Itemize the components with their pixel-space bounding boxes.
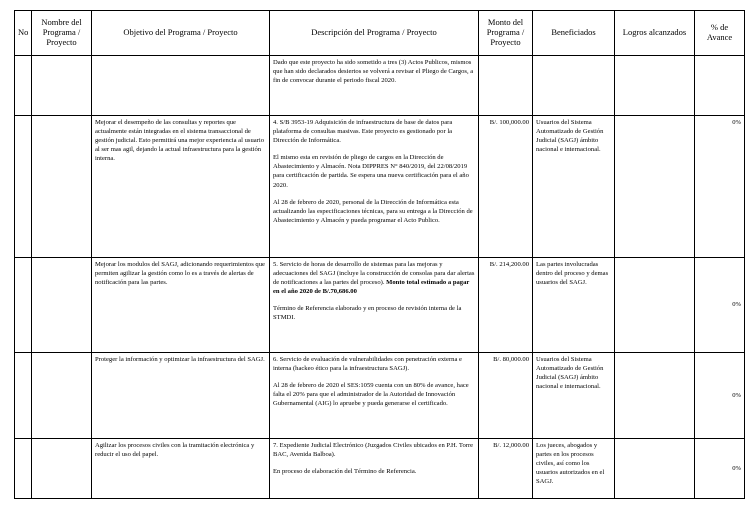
cell-logros [615, 116, 695, 258]
header-avance: % de Avance [695, 11, 745, 56]
cell-monto [479, 56, 533, 116]
cell-beneficiados: Los jueces, abogados y partes en los procesos civiles, así como los usuarios autorizados en el SAGJ. [533, 439, 615, 499]
cell-avance [695, 56, 745, 116]
cell-no [15, 258, 32, 353]
header-beneficiados: Beneficiados [533, 11, 615, 56]
cell-nombre [32, 258, 92, 353]
desc-paragraph: Al 28 de febrero de 2020 el SES:1059 cuenta con un 80% de avance, hace falta el 20% para que el administrador de la Autoridad de Innovación Gubernamental (AIG) lo apruebe y pueda generarse el certificado. [273, 382, 469, 408]
cell-monto: B/. 12,000.00 [479, 439, 533, 499]
cell-logros [615, 258, 695, 353]
desc-paragraph: 6. Servicio de evaluación de vulnerabilidades con penetración externa e interna (hackeo ético para la infraestructura SAGJ). [273, 356, 462, 373]
desc-paragraph: El mismo esta en revisión de pliego de cargos en la Dirección de Abastecimiento y Almacén. Nota DIPPRES N° 840/2019, del 22/08/2019 para certificación de partida. Se espera una nueva certificación para el año 2020. [273, 154, 469, 189]
cell-no [15, 353, 32, 439]
cell-nombre [32, 353, 92, 439]
cell-no [15, 56, 32, 116]
header-row [15, 11, 745, 56]
desc-paragraph: En proceso de elaboración del Término de Referencia. [273, 468, 417, 476]
table-row [15, 353, 745, 439]
cell-avance: 0% [695, 353, 745, 439]
cell-avance: 0% [695, 439, 745, 499]
cell-objetivo [92, 56, 270, 116]
desc-paragraph: Dado que este proyecto ha sido sometido a tres (3) Actos Publicos, mismos que han sido declarados desiertos se volverá a revisar el Pliego de Cargos, a fin de convocar durante el periodo fiscal 2020. [273, 59, 474, 85]
cell-logros [615, 439, 695, 499]
cell-beneficiados [533, 56, 615, 116]
desc-paragraph [273, 260, 475, 296]
cell-descripcion [270, 353, 479, 439]
desc-paragraph: 7. Expediente Judicial Electrónico (Juzgados Civiles ubicados en P.H. Torre BAC, Avenida Balboa). [273, 442, 474, 459]
cell-nombre [32, 116, 92, 258]
table-row [15, 258, 745, 353]
cell-avance: 0% [695, 116, 745, 258]
cell-nombre [32, 56, 92, 116]
cell-descripcion [270, 439, 479, 499]
cell-descripcion [270, 56, 479, 116]
cell-objetivo: Proteger la información y optimizar la infraestructura del SAGJ. [92, 353, 270, 439]
cell-monto: B/. 80,000.00 [479, 353, 533, 439]
table-row [15, 439, 745, 499]
desc-paragraph: Término de Referencia elaborado y en proceso de revisión interna de la STMDI. [273, 305, 462, 322]
cell-beneficiados: Las partes involucradas dentro del proceso y demas usuarios del SAGJ. [533, 258, 615, 353]
header-monto: Monto del Programa / Proyecto [479, 11, 533, 56]
cell-beneficiados: Usuarios del Sistema Automatizado de Gestión Judicial (SAGJ) ámbito nacional e internacional. [533, 353, 615, 439]
cell-avance: 0% [695, 258, 745, 353]
desc-total-amount: Monto total estimado a pagar en el año 2020 de B/.70,686.00 [273, 279, 470, 296]
cell-descripcion [270, 116, 479, 258]
header-logros: Logros alcanzados [615, 11, 695, 56]
desc-text: 5. Servicio de horas de desarrollo de sistemas para las mejoras y adecuaciones del SAGJ (incluye la construcción de consolas para dar alertas de notificaciones a las partes del proceso). [273, 261, 475, 287]
cell-logros [615, 56, 695, 116]
cell-monto: B/. 100,000.00 [479, 116, 533, 258]
cell-nombre [32, 439, 92, 499]
cell-beneficiados: Usuarios del Sistema Automatizado de Gestión Judicial (SAGJ) ámbito nacional e internacional. [533, 116, 615, 258]
header-descripcion: Descripción del Programa / Proyecto [270, 11, 479, 56]
table-row [15, 56, 745, 116]
program-table [14, 10, 745, 499]
cell-monto: B/. 214,200.00 [479, 258, 533, 353]
cell-no [15, 439, 32, 499]
table-row [15, 116, 745, 258]
cell-objetivo: Mejorar el desempeño de las consultas y reportes que actualmente están integradas en el sistema transaccional de gestión judicial. Esto permitirá una mejor experiencia al usuario al ser mas agil, dejando la actual infraestructura para la gestión interna. [92, 116, 270, 258]
header-nombre: Nombre del Programa / Proyecto [32, 11, 92, 56]
header-objetivo: Objetivo del Programa / Proyecto [92, 11, 270, 56]
cell-objetivo: Agilizar los procesos civiles con la tramitación electrónica y reducir el uso del papel. [92, 439, 270, 499]
cell-objetivo: Mejorar los modulos del SAGJ, adicionando requerimientos que permiten agilizar la gestión como lo es a través de alertas de notificación para las partes. [92, 258, 270, 353]
cell-no [15, 116, 32, 258]
program-table-document [14, 10, 744, 499]
header-no: No [15, 11, 32, 56]
desc-paragraph: Al 28 de febrero de 2020, personal de la Dirección de Informática esta actualizando las especificaciones técnicas, para su entrega a la Dirección de Abastecimiento y Almacén y pueda programar el Acto Publico. [273, 198, 473, 224]
cell-logros [615, 353, 695, 439]
cell-descripcion [270, 258, 479, 353]
desc-paragraph: 4. S/B 3953-19 Adquisición de infraestructura de base de datos para plataforma de consultas masivas. Este proyecto es gestionado por la Dirección de Informática. [273, 119, 453, 145]
